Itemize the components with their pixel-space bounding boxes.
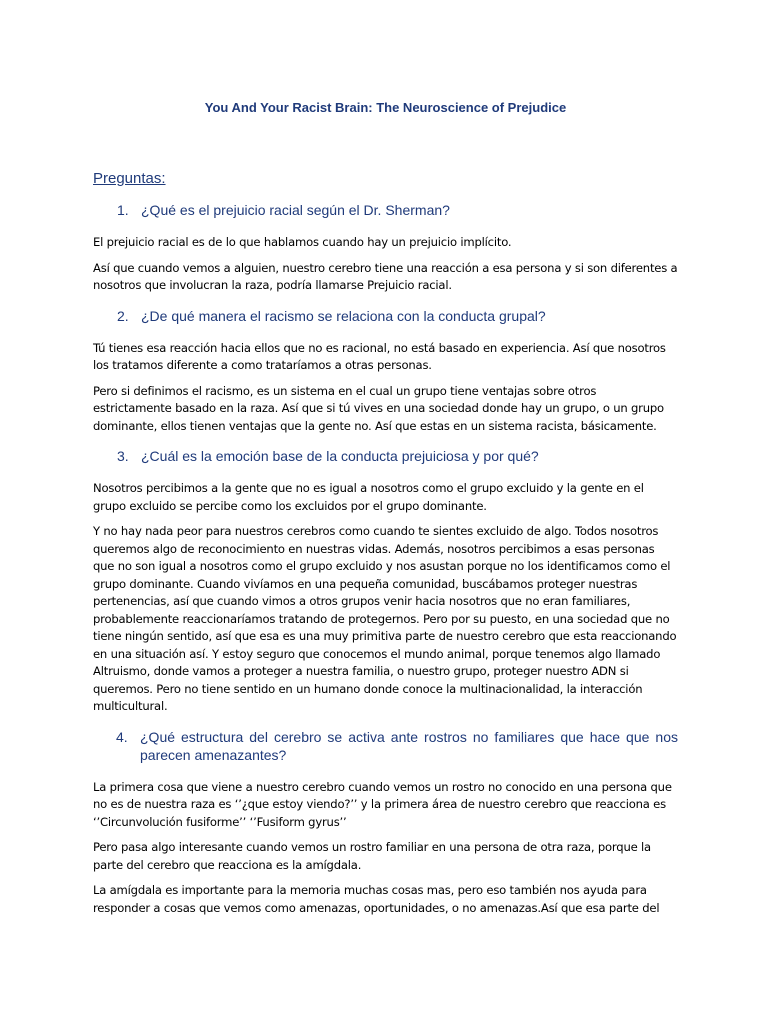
question-text: ¿Qué es el prejuicio racial según el Dr. Sherman? xyxy=(141,202,450,218)
document-title: You And Your Racist Brain: The Neuroscience of Prejudice xyxy=(204,100,567,115)
question-1 xyxy=(117,201,678,219)
answer-paragraph: Así que cuando vemos a alguien, nuestro cerebro tiene una reacción a esa persona y si son diferentes a nosotros que involucran la raza, podría llamarse Prejuicio racial. xyxy=(93,260,678,292)
answer-paragraph: Pero pasa algo interesante cuando vemos un rostro familiar en una persona de otra raza, porque la parte del cerebro que reacciona es la amígdala. xyxy=(93,840,651,872)
question-number: 2. xyxy=(117,307,129,324)
answer-paragraph: La primera cosa que viene a nuestro cerebro cuando vemos un rostro no conocido en una persona que no es de nuestra raza es ‘’¿que estoy viendo?’’ y la primera área de nuestro cerebro que reacciona es ‘’Circunvolución fusiforme’’ ‘’Fusiform gyrus’’ xyxy=(93,779,672,829)
question-number: 3. xyxy=(117,448,129,464)
answer-paragraph: Nosotros percibimos a la gente que no es igual a nosotros como el grupo excluido y la gente en el grupo excluido se percibe como los excluidos por el grupo dominante. xyxy=(93,481,644,513)
question-3 xyxy=(117,447,678,465)
answer-paragraph: El prejuicio racial es de lo que hablamos cuando hay un prejuicio implícito. xyxy=(93,235,512,249)
question-4 xyxy=(116,728,678,764)
question-text: ¿Cuál es la emoción base de la conducta prejuiciosa y por qué? xyxy=(141,448,539,464)
section-heading-preguntas: Preguntas: xyxy=(93,170,166,187)
answer-paragraph: Y no hay nada peor para nuestros cerebros como cuando te sientes excluido de algo. Todos nosotros queremos algo de reconocimiento en nuestras vidas. Además, nosotros percibimos a esas personas que no son igual a nosotros como el grupo excluido y nos asustan porque no los identificamos como el grupo dominante. Cuando vivíamos en una pequeña comunidad, buscábamos proteger nuestras pertenencias, así que cuando vimos a otros grupos venir hacia nosotros que no eran familiares, probablemente reaccionaríamos tratando de protegernos. Pero por su puesto, en una sociedad que no tiene ningún sentido, así que esa es una muy primitiva parte de nuestro cerebro que esta reaccionando en una situación así. Y estoy seguro que conocemos el mundo animal, porque tenemos algo llamado Altruismo, donde vamos a proteger a nuestra familia, o nuestro grupo, proteger nuestro ADN si queremos. Pero no tiene sentido en un humano donde conoce la multinacionalidad, la interacción multicultural. xyxy=(93,524,677,713)
document-page xyxy=(93,100,678,925)
question-number: 1. xyxy=(117,202,129,218)
answer-paragraph: Tú tienes esa reacción hacia ellos que no es racional, no está basado en experiencia. Así que nosotros los tratamos diferente a como trataríamos a otras personas. xyxy=(93,340,666,372)
question-number: 4. xyxy=(116,728,128,745)
answer-paragraph: Pero si definimos el racismo, es un sistema en el cual un grupo tiene ventajas sobre otros estrictamente basado en la raza. Así que si tú vives en una sociedad donde hay un grupo, o un grupo dominante, ellos tienen ventajas que la gente no. Así que estas en un sistema racista, básicamente. xyxy=(93,383,664,433)
question-2 xyxy=(117,307,678,325)
answer-paragraph: La amígdala es importante para la memoria muchas cosas mas, pero eso también nos ayuda para responder a cosas que vemos como amenazas, oportunidades, o no amenazas.Así que esa parte del xyxy=(93,883,660,915)
question-text: ¿Qué estructura del cerebro se activa ante rostros no familiares que hace que nos parecen amenazantes? xyxy=(140,728,678,763)
question-text: ¿De qué manera el racismo se relaciona con la conducta grupal? xyxy=(141,307,546,324)
